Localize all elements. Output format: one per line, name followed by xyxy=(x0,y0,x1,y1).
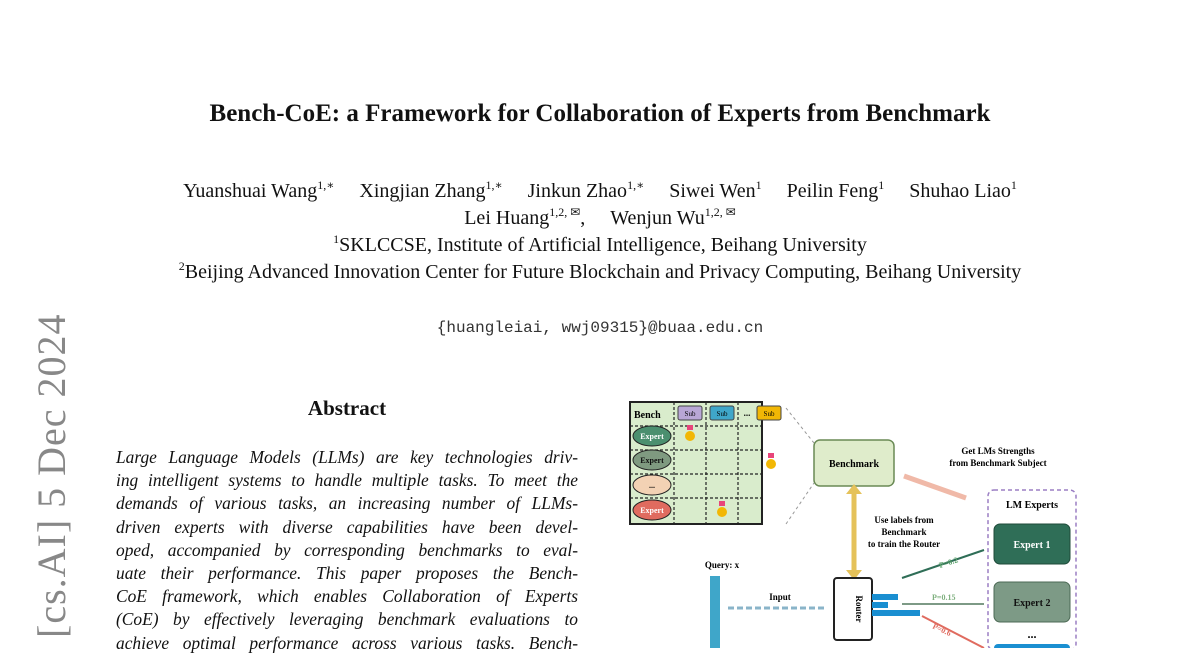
abstract-line: achieve optimal performance across various tasks. Bench- xyxy=(116,632,578,653)
author: Lei Huang$^{1,2, ✉}$, xyxy=(464,205,586,229)
strengths-label: from Benchmark Subject xyxy=(949,458,1047,468)
abstract-line: (CoE) by effectively leveraging benchmark evaluations to xyxy=(116,609,578,630)
paper-title: Bench-CoE: a Framework for Collaboration of Experts from Benchmark xyxy=(209,100,991,127)
author: Peilin Feng$^1$ xyxy=(786,178,885,202)
expert-pill-label: Expert xyxy=(640,456,664,465)
labels-note: Use labels from xyxy=(874,515,934,525)
contact-email[interactable]: {huangleiai, wwj09315}@buaa.edu.cn xyxy=(436,319,764,337)
affiliation-2: $^2$Beijing Advanced Innovation Center for Future Blockchain and Privacy Computing, Beihang University xyxy=(178,259,1022,283)
query-label: Query: x xyxy=(704,560,740,570)
input-label: Input xyxy=(769,592,791,602)
strengths-label: Get LMs Strengths xyxy=(961,446,1035,456)
author: Xingjian Zhang$^{1,∗}$ xyxy=(359,178,503,202)
connector-line xyxy=(786,408,814,443)
router-label: Router xyxy=(854,595,864,623)
abstract-line: Large Language Models (LLMs) are key technologies driv- xyxy=(116,447,578,467)
sub-label: Sub xyxy=(716,410,728,418)
labels-note: to train the Router xyxy=(867,539,941,549)
authors-row-1 xyxy=(0,178,1200,205)
expert-pill-label: Expert xyxy=(640,432,664,441)
abstract-line: ing intelligent systems to handle multiple tasks. To meet the xyxy=(116,470,578,491)
sub-label: Sub xyxy=(763,410,775,418)
abstract-text xyxy=(116,446,578,655)
expert-box xyxy=(994,644,1070,648)
experts-ellipsis: ... xyxy=(1027,627,1037,641)
routing-probability: P=0.15 xyxy=(932,593,956,602)
medal-icon xyxy=(766,453,776,469)
author: Jinkun Zhao$^{1,∗}$ xyxy=(527,178,645,202)
framework-diagram xyxy=(626,398,1086,648)
author: Yuanshuai Wang$^{1,∗}$ xyxy=(183,178,335,202)
expert-box-label: Expert 2 xyxy=(1013,598,1051,609)
labels-note: Benchmark xyxy=(881,527,927,537)
routing-probability: P=0.2 xyxy=(937,555,960,570)
author: Siwei Wen$^1$ xyxy=(669,178,762,202)
table-header-bench: Bench xyxy=(634,410,661,421)
expert-pill-label: Expert xyxy=(640,506,664,515)
sub-label: Sub xyxy=(684,410,696,418)
router-output-bar xyxy=(872,610,920,616)
abstract-line: demands of various tasks, an increasing number of LLMs- xyxy=(116,493,578,514)
arxiv-stamp: [cs.AI] 5 Dec 2024 xyxy=(29,313,74,638)
connector-line xyxy=(786,483,814,524)
lm-experts-panel xyxy=(988,490,1076,648)
benchmark-label: Benchmark xyxy=(829,459,879,470)
framework-figure xyxy=(626,398,1086,648)
expert-box-label: Expert 1 xyxy=(1013,540,1051,551)
abstract-line: oped, accompanied by corresponding benchmarks to eval- xyxy=(116,539,578,560)
routing-probability: P=0.6 xyxy=(931,621,953,639)
abstract-heading: Abstract xyxy=(307,396,387,420)
router-output-bar xyxy=(872,602,888,608)
author: Shuhao Liao$^1$ xyxy=(909,178,1017,202)
authors-row-2 xyxy=(0,205,1200,232)
lm-experts-title: LM Experts xyxy=(1006,500,1058,511)
author-block xyxy=(0,178,1200,286)
expert-pill-label: ... xyxy=(649,481,655,490)
strengths-arrow xyxy=(904,476,966,498)
abstract-line: uate their performance. This paper proposes the Bench- xyxy=(116,563,578,584)
affiliation-1: $^1$SKLCCSE, Institute of Artificial Intelligence, Beihang University xyxy=(333,232,867,256)
abstract-line: driven experts with diverse capabilities have been devel- xyxy=(116,516,578,537)
routing-line xyxy=(922,616,984,648)
router-output-bar xyxy=(872,594,898,600)
query-bar xyxy=(710,576,720,648)
abstract-line: CoE framework, which enables Collaboration of Experts xyxy=(116,586,578,607)
router-box xyxy=(834,578,872,640)
sub-ellipsis: ... xyxy=(743,408,751,418)
author: Wenjun $Wu^{1,2, ✉}$ xyxy=(610,205,736,229)
